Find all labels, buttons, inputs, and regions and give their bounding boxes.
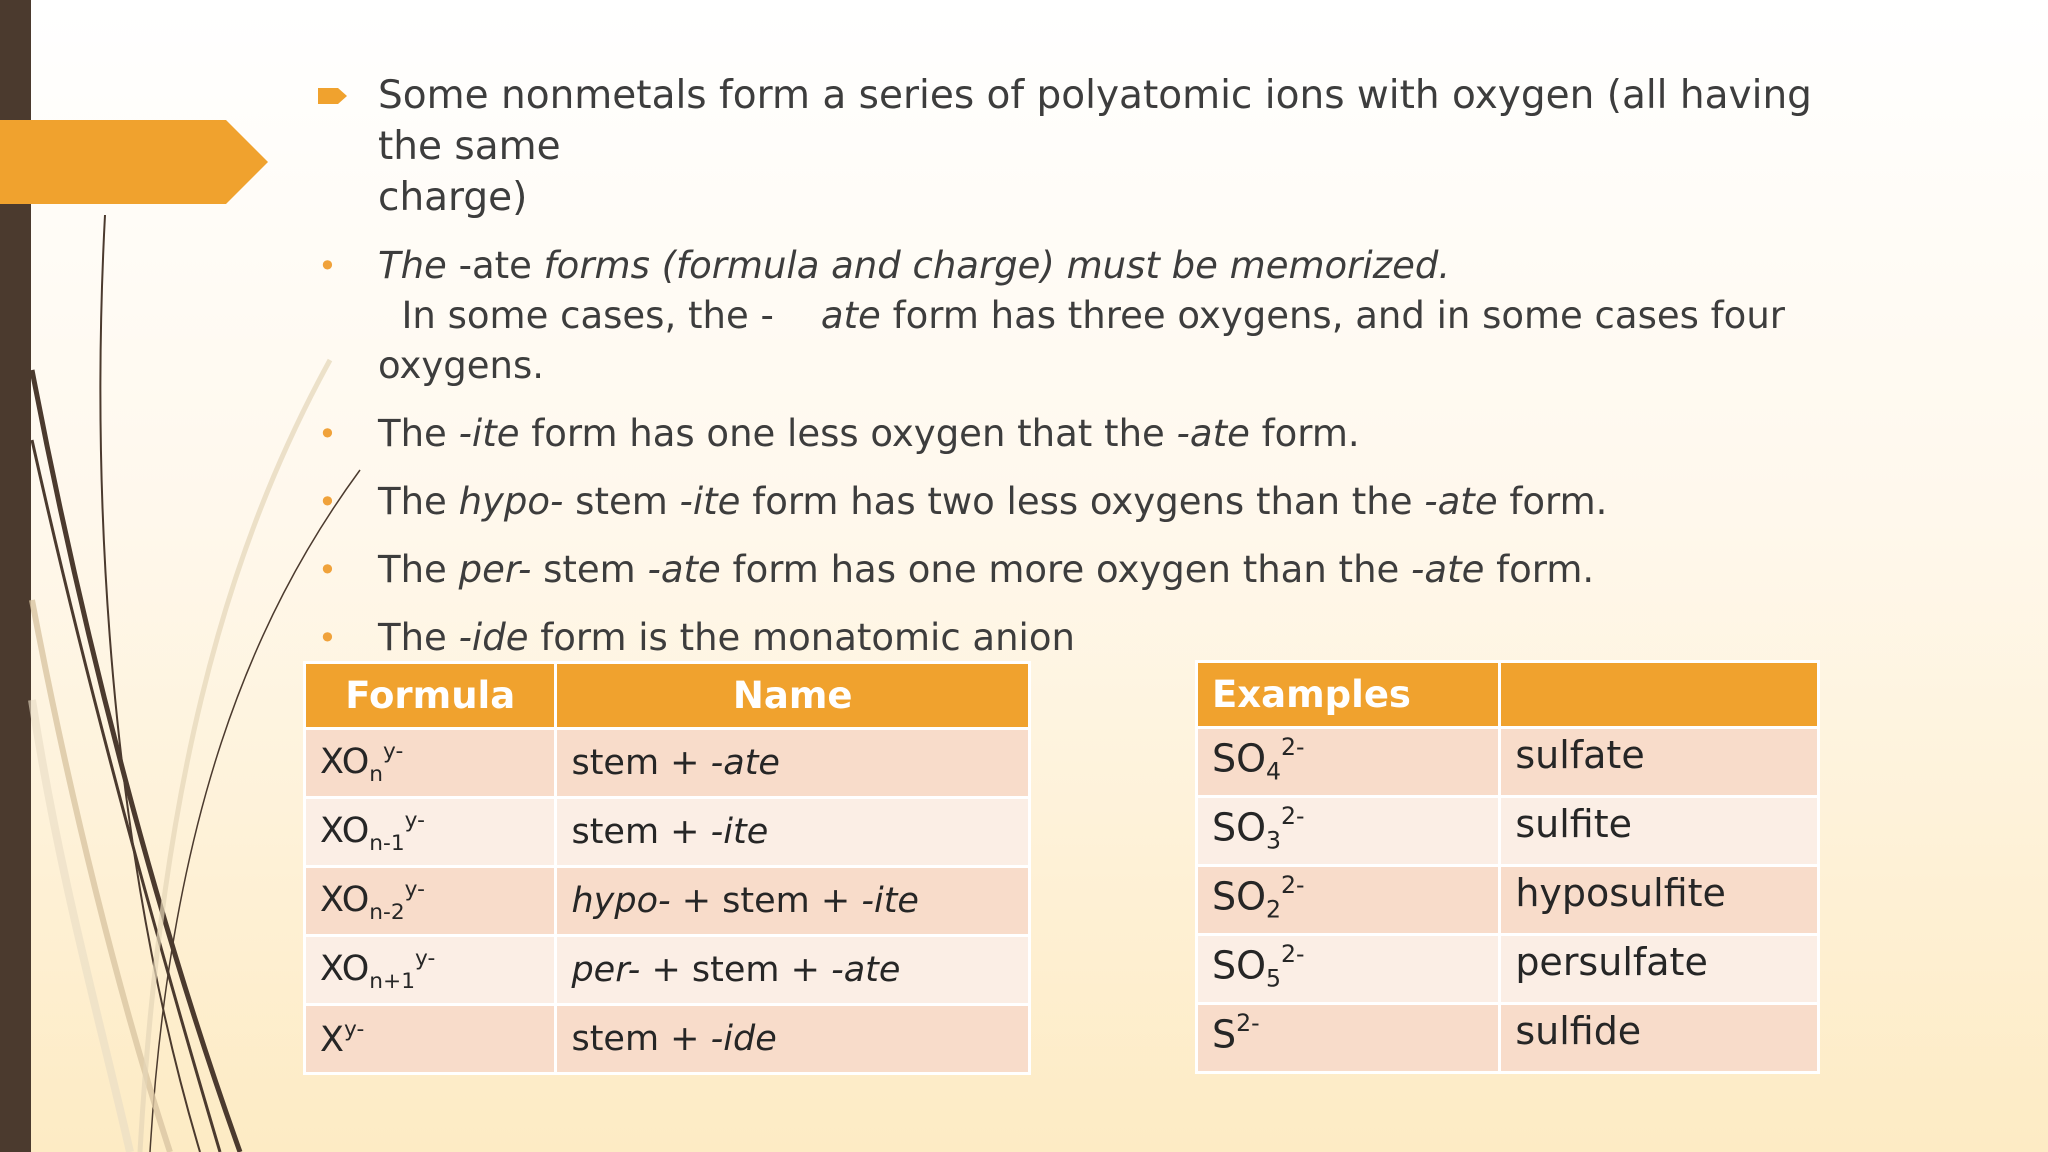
bullet-ate-memorize: • The -ate forms (formula and charge) must be memorized. In some cases, the - ate form has three oxygens, and in some cases four oxygens. [318,241,1838,391]
example-name-cell: sulfide [1500,1004,1819,1073]
bullet-main [318,70,1838,223]
table-row [305,798,1030,867]
dot-bullet-icon: • [318,619,337,657]
main-text-line-2: charge) [378,175,528,220]
formula-cell: $X^{y-}$ [305,1005,556,1074]
example-formula-cell: $SO_3^{2-}$ [1197,797,1500,866]
header-name: Name [556,663,1030,729]
bullet-hypo-form: • The hypo- stem -ite form has two less oxygens than the -ate form. [318,477,1838,527]
example-formula-cell: $SO_4^{2-}$ [1197,728,1500,797]
example-formula-cell: $S^{2-}$ [1197,1004,1500,1073]
header-blank [1500,662,1819,728]
table-row [1197,866,1819,935]
table-row [305,729,1030,798]
formula-table [303,661,1031,1075]
example-formula-cell: $SO_5^{2-}$ [1197,935,1500,1004]
example-name-cell: hyposulfite [1500,866,1819,935]
formula-table-header [305,663,1030,729]
name-cell: stem + -ide [556,1005,1030,1074]
table-row [1197,935,1819,1004]
name-cell: stem + -ite [556,798,1030,867]
table-row [1197,728,1819,797]
main-text-line-1: Some nonmetals form a series of polyatomic ions with oxygen (all having the same [378,73,1812,169]
table-row [1197,1004,1819,1073]
dot-bullet-icon: • [318,415,337,453]
example-name-cell: persulfate [1500,935,1819,1004]
name-cell: hypo- + stem + -ite [556,867,1030,936]
formula-cell: $XO_n^{y-}$ [305,729,556,798]
dot-bullet-icon: • [318,483,337,521]
examples-table-header [1197,662,1819,728]
table-row [305,936,1030,1005]
formula-cell: $XO_{n-2}^{y-}$ [305,867,556,936]
bullet-ite-form: • The -ite form has one less oxygen that the -ate form. [318,409,1838,459]
table-row [305,867,1030,936]
formula-cell: $XO_{n-1}^{y-}$ [305,798,556,867]
example-name-cell: sulfite [1500,797,1819,866]
name-cell: stem + -ate [556,729,1030,798]
bullet-list [318,70,1838,681]
bullet-per-form: • The per- stem -ate form has one more oxygen than the -ate form. [318,545,1838,595]
dot-bullet-icon: • [318,551,337,589]
formula-cell: $XO_{n+1}^{y-}$ [305,936,556,1005]
accent-arrow-shape [0,120,268,204]
examples-table [1195,660,1820,1074]
arrow-bullet-icon [318,68,348,119]
header-examples: Examples [1197,662,1500,728]
table-row [305,1005,1030,1074]
header-formula: Formula [305,663,556,729]
name-cell: per- + stem + -ate [556,936,1030,1005]
table-row [1197,797,1819,866]
bullet-ide-form: • The -ide form is the monatomic anion [318,613,1838,663]
example-name-cell: sulfate [1500,728,1819,797]
dot-bullet-icon: • [318,247,337,285]
example-formula-cell: $SO_2^{2-}$ [1197,866,1500,935]
